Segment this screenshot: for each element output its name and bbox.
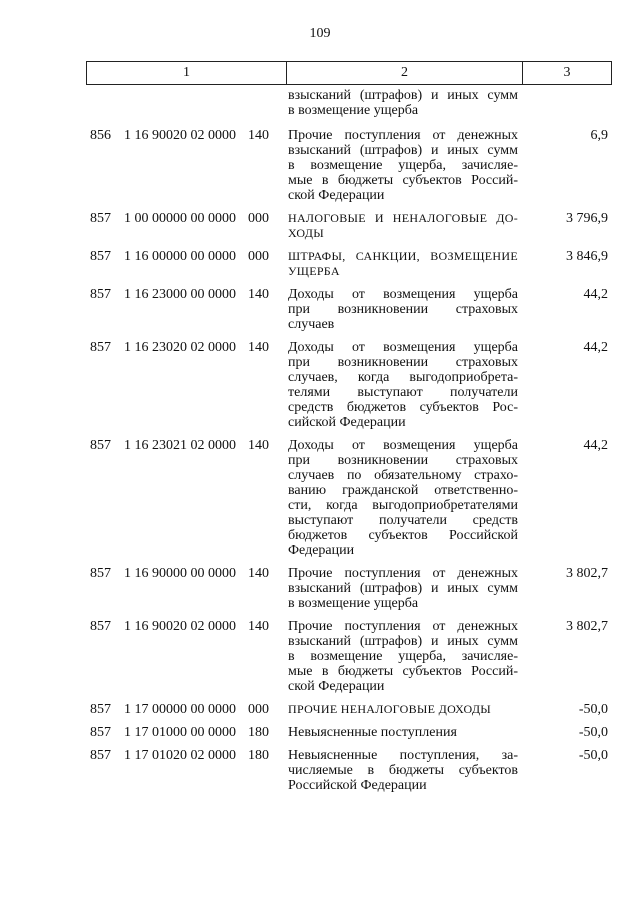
description-line: бюджетов субъектов Российской (288, 528, 518, 543)
admin-code: 857 (90, 748, 111, 763)
row-description (285, 211, 520, 241)
amount: 3 846,9 (566, 249, 608, 264)
row-description (285, 128, 520, 203)
description-line: Федерации (288, 543, 355, 558)
sub-code: 140 (248, 128, 269, 143)
budget-code: 1 16 23020 02 0000 (124, 340, 236, 355)
row-description (285, 702, 520, 717)
amount: 6,9 (590, 128, 608, 143)
table-row (86, 340, 612, 430)
description-line: при возникновении страховых (288, 453, 518, 468)
table-row (86, 619, 612, 694)
budget-code: 1 16 00000 00 0000 (124, 249, 236, 264)
description-line: в возмещение ущерба, зачисляе- (288, 649, 518, 664)
description-line: числяемые в бюджеты субъектов (288, 763, 518, 778)
row-description (285, 725, 520, 740)
row-description (285, 340, 520, 430)
description-line: мые в бюджеты субъектов Россий- (288, 173, 518, 188)
amount: 3 802,7 (566, 619, 608, 634)
row-description (285, 748, 520, 793)
row-description (285, 287, 520, 332)
description-line: ШТРАФЫ, САНКЦИИ, ВОЗМЕЩЕНИЕ (288, 249, 518, 263)
table-header (86, 61, 612, 85)
description-line: случаев, когда выгодоприобрета- (288, 370, 518, 385)
row-description (285, 566, 520, 611)
admin-code: 857 (90, 566, 111, 581)
row-description (285, 88, 520, 118)
description-line: взысканий (штрафов) и иных сумм (288, 581, 518, 596)
sub-code: 000 (248, 702, 269, 717)
table-row (86, 88, 612, 118)
budget-code: 1 16 90020 02 0000 (124, 619, 236, 634)
budget-code: 1 17 01000 00 0000 (124, 725, 236, 740)
table-row (86, 249, 612, 279)
description-line: сийской Федерации (288, 415, 406, 430)
sub-code: 140 (248, 438, 269, 453)
page-number: 109 (309, 26, 331, 41)
description-line: телями выступают получатели (288, 385, 518, 400)
table-row (86, 566, 612, 611)
sub-code: 000 (248, 249, 269, 264)
amount: 44,2 (583, 340, 608, 355)
budget-code: 1 17 00000 00 0000 (124, 702, 236, 717)
sub-code: 140 (248, 566, 269, 581)
description-line: Российской Федерации (288, 778, 427, 793)
description-line: при возникновении страховых (288, 302, 518, 317)
budget-code: 1 16 90020 02 0000 (124, 128, 236, 143)
amount: 44,2 (583, 287, 608, 302)
sub-code: 140 (248, 619, 269, 634)
budget-code: 1 00 00000 00 0000 (124, 211, 236, 226)
amount: 3 802,7 (566, 566, 608, 581)
description-line: Невыясненные поступления (288, 725, 457, 740)
description-line: Невыясненные поступления, за- (288, 748, 518, 763)
amount: -50,0 (578, 748, 608, 763)
description-line: взысканий (штрафов) и иных сумм (288, 634, 518, 649)
budget-code: 1 16 23021 02 0000 (124, 438, 236, 453)
description-line: выступают получатели средств (288, 513, 518, 528)
description-line: Прочие поступления от денежных (288, 566, 518, 581)
table-body (86, 88, 612, 801)
description-line: случаев по обязательному страхо- (288, 468, 518, 483)
admin-code: 857 (90, 725, 111, 740)
table-row (86, 702, 612, 717)
admin-code: 857 (90, 702, 111, 717)
sub-code: 180 (248, 748, 269, 763)
table-row (86, 287, 612, 332)
amount: -50,0 (578, 702, 608, 717)
admin-code: 857 (90, 340, 111, 355)
description-line: ской Федерации (288, 188, 385, 203)
description-line: Доходы от возмещения ущерба (288, 287, 518, 302)
header-col-2: 2 (287, 62, 523, 84)
table-row (86, 211, 612, 241)
table-row (86, 128, 612, 203)
description-line: УЩЕРБА (288, 264, 340, 278)
amount: -50,0 (578, 725, 608, 740)
description-line: сти, когда выгодоприобретателями (288, 498, 518, 513)
description-line: ПРОЧИЕ НЕНАЛОГОВЫЕ ДОХОДЫ (288, 702, 492, 716)
admin-code: 857 (90, 438, 111, 453)
description-line: Доходы от возмещения ущерба (288, 340, 518, 355)
budget-code: 1 17 01020 02 0000 (124, 748, 236, 763)
table-row (86, 748, 612, 793)
description-line: взысканий (штрафов) и иных сумм (288, 88, 518, 103)
description-line: ХОДЫ (288, 226, 324, 240)
row-description (285, 249, 520, 279)
amount: 3 796,9 (566, 211, 608, 226)
row-description (285, 438, 520, 558)
header-col-3: 3 (563, 65, 571, 80)
description-line: Прочие поступления от денежных (288, 128, 518, 143)
budget-code: 1 16 23000 00 0000 (124, 287, 236, 302)
admin-code: 856 (90, 128, 111, 143)
sub-code: 140 (248, 287, 269, 302)
description-line: НАЛОГОВЫЕ И НЕНАЛОГОВЫЕ ДО- (288, 211, 518, 225)
amount: 44,2 (583, 438, 608, 453)
sub-code: 180 (248, 725, 269, 740)
description-line: в возмещение ущерба (288, 103, 419, 118)
admin-code: 857 (90, 619, 111, 634)
row-description (285, 619, 520, 694)
sub-code: 140 (248, 340, 269, 355)
description-line: в возмещение ущерба (288, 596, 419, 611)
description-line: мые в бюджеты субъектов Россий- (288, 664, 518, 679)
description-line: средств бюджетов субъектов Рос- (288, 400, 518, 415)
sub-code: 000 (248, 211, 269, 226)
admin-code: 857 (90, 211, 111, 226)
description-line: Прочие поступления от денежных (288, 619, 518, 634)
admin-code: 857 (90, 249, 111, 264)
description-line: в возмещение ущерба, зачисляе- (288, 158, 518, 173)
admin-code: 857 (90, 287, 111, 302)
table-row (86, 725, 612, 740)
description-line: при возникновении страховых (288, 355, 518, 370)
description-line: ской Федерации (288, 679, 385, 694)
description-line: Доходы от возмещения ущерба (288, 438, 518, 453)
table-row (86, 438, 612, 558)
description-line: взысканий (штрафов) и иных сумм (288, 143, 518, 158)
budget-code: 1 16 90000 00 0000 (124, 566, 236, 581)
description-line: случаев (288, 317, 335, 332)
header-col-1: 1 (87, 62, 287, 84)
description-line: ванию гражданской ответственно- (288, 483, 518, 498)
